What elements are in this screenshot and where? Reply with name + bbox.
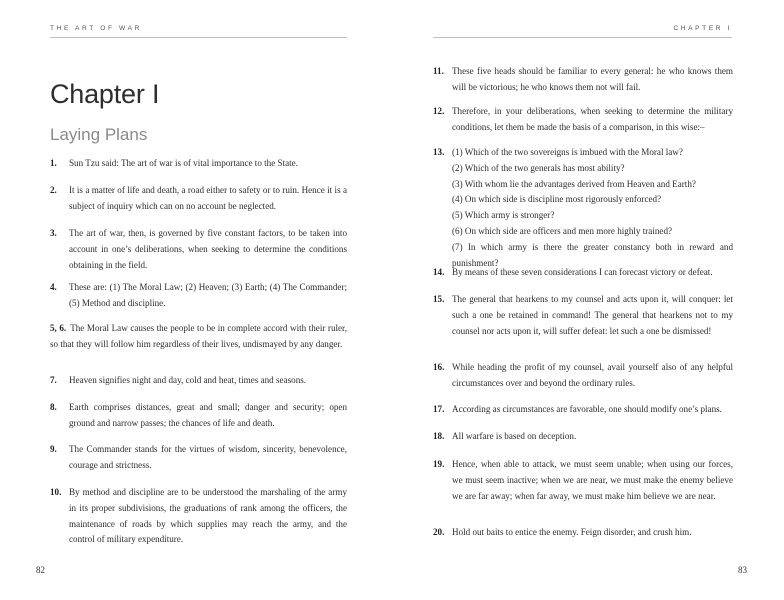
paragraph-number: 12. [433,106,445,116]
running-head-chapter: CHAPTER I [673,25,732,32]
section-title: Laying Plans [50,125,148,144]
paragraph-9 [50,442,347,474]
paragraph-number: 13. [433,147,445,157]
question-line: (7) In which army is there the greater constancy both in reward and punishment? [452,241,733,268]
paragraph-number: 15. [433,294,445,304]
paragraph-number: 18. [433,431,445,441]
paragraph-text: By means of these seven considerations I can forecast victory or defeat. [452,267,713,277]
paragraph-18 [433,429,733,445]
paragraph-2 [50,183,347,215]
paragraph-number: 3. [50,228,57,238]
header-rule [433,37,732,38]
paragraph-text: Earth comprises distances, great and small; danger and security; open ground and narrow passes; the chances of life and death. [69,402,347,428]
paragraph-11 [433,64,733,96]
paragraph-text: The Commander stands for the virtues of wisdom, sincerity, benevolence, courage and strictness. [69,444,347,470]
paragraph-number: 7. [50,375,57,385]
running-head-book-title: THE ART OF WAR [50,25,142,32]
paragraph-13 [433,145,733,271]
paragraph-number: 9. [50,444,57,454]
paragraph-text: All warfare is based on deception. [452,431,577,441]
paragraph-number: 2. [50,185,57,195]
paragraph-number: 20. [433,527,445,537]
paragraph-7 [50,373,347,389]
paragraph-17 [433,402,733,418]
question-line: (2) Which of the two generals has most ability? [452,162,625,173]
paragraph-12 [433,104,733,136]
paragraph-text: Therefore, in your deliberations, when seeking to determine the military conditions, let them be made the basis of a comparison, in this wise:– [452,106,733,132]
chapter-title: Chapter I [50,79,160,109]
paragraph-text: By method and discipline are to be understood the marshaling of the army in its proper subdivisions, the graduations of rank among the officers, the maintenance of roads by which supplies may reach the army, and the control of military expenditure. [69,487,347,545]
paragraph-19 [433,457,733,504]
paragraph-1 [50,156,347,172]
paragraph-number: 5, 6. [50,323,67,333]
paragraph-text: Heaven signifies night and day, cold and heat, times and seasons. [69,375,307,385]
paragraph-number: 4. [50,282,57,292]
paragraph-text: According as circumstances are favorable, one should modify one’s plans. [452,404,722,414]
header-rule [50,37,347,38]
page-number: 82 [36,565,45,575]
question-line: (4) On which side is discipline most rigorously enforced? [452,194,662,205]
question-line: (1) Which of the two sovereigns is imbued with the Moral law? [452,147,683,157]
paragraph-number: 8. [50,402,57,412]
paragraph-16 [433,360,733,392]
paragraph-5-6 [50,321,347,353]
paragraph-number: 19. [433,459,445,469]
paragraph-text: Hold out baits to entice the enemy. Feign disorder, and crush him. [452,527,692,537]
paragraph-number: 11. [433,66,444,76]
page-number: 83 [738,565,747,575]
paragraph-10 [50,485,347,548]
paragraph-number: 16. [433,362,445,372]
paragraph-14 [433,265,733,281]
paragraph-number: 10. [50,487,62,497]
paragraph-8 [50,400,347,432]
paragraph-20 [433,525,733,541]
paragraph-text: These are: (1) The Moral Law; (2) Heaven; (3) Earth; (4) The Commander; (5) Method and discipline. [69,282,347,308]
paragraph-text: It is a matter of life and death, a road either to safety or to ruin. Hence it is a subject of inquiry which can on no account be neglected. [69,185,347,211]
paragraph-text: Sun Tzu said: The art of war is of vital importance to the State. [69,158,298,168]
paragraph-number: 14. [433,267,445,277]
paragraph-4 [50,280,347,312]
paragraph-text: These five heads should be familiar to every general: he who knows them will be victorious; he who knows them not will fail. [452,66,733,92]
question-line: (5) Which army is stronger? [452,210,555,221]
question-line: (6) On which side are officers and men more highly trained? [452,225,673,236]
paragraph-15 [433,292,733,339]
paragraph-text: The Moral Law causes the people to be in complete accord with their ruler, so that they will follow him regardless of their lives, undismayed by any danger. [50,323,347,349]
paragraph-3 [50,226,347,273]
right-page [392,0,784,600]
paragraph-text: Hence, when able to attack, we must seem unable; when using our forces, we must seem inactive; when we are near, we must make the enemy believe we are far away; when far away, we must make him believe we are near. [452,459,733,501]
paragraph-number: 17. [433,404,445,414]
paragraph-text: The art of war, then, is governed by five constant factors, to be taken into account in one’s deliberations, when seeking to determine the conditions obtaining in the field. [69,228,347,270]
question-line: (3) With whom lie the advantages derived from Heaven and Earth? [452,178,696,189]
paragraph-text: While heading the profit of my counsel, avail yourself also of any helpful circumstances over and beyond the ordinary rules. [452,362,733,388]
paragraph-text: The general that hearkens to my counsel and acts upon it, will conquer: let such a one be retained in command! The general that hearkens not to my counsel nor acts upon it, will suffer defeat: let such a one be dismissed! [452,294,733,336]
paragraph-number: 1. [50,158,57,168]
